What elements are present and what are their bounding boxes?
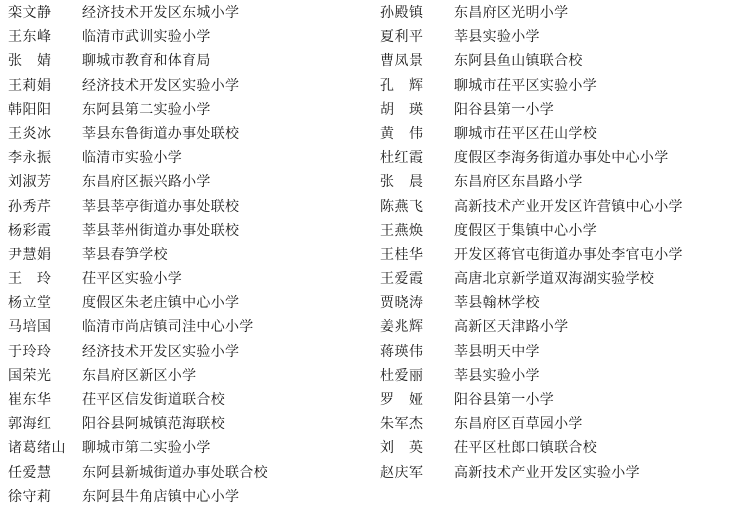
school-name: 东昌府区新区小学 <box>82 367 197 384</box>
person-name: 杜红霞 <box>380 150 424 167</box>
school-name: 莘县明天中学 <box>454 343 540 360</box>
school-name: 聊城市第二实验小学 <box>82 440 211 457</box>
list-item <box>380 219 683 243</box>
person-name: 崔东华 <box>8 392 52 408</box>
school-name: 聊城市茌平区实验小学 <box>454 77 597 94</box>
school-name: 东阿县第二实验小学 <box>82 101 211 118</box>
person-name: 郭海红 <box>8 416 52 433</box>
list-item <box>8 122 268 146</box>
school-name: 茌平区实验小学 <box>82 271 183 288</box>
school-name: 茌平区信发街道联合校 <box>82 392 225 408</box>
list-item <box>380 412 683 436</box>
school-name: 莘县莘亭街道办事处联校 <box>82 198 240 215</box>
list-item <box>380 25 683 49</box>
school-name: 经济技术开发区东城小学 <box>82 5 240 21</box>
person-name: 杨彩霞 <box>8 222 52 239</box>
school-name: 度假区于集镇中心小学 <box>454 222 597 239</box>
school-name: 莘县翰林学校 <box>454 295 540 312</box>
school-name: 莘县莘州街道办事处联校 <box>82 222 240 239</box>
person-name: 杨立堂 <box>8 295 52 312</box>
list-item <box>8 25 268 49</box>
list-item <box>380 98 683 122</box>
school-name: 经济技术开发区实验小学 <box>82 343 240 360</box>
list-item <box>8 267 268 291</box>
person-name: 马培国 <box>8 319 52 336</box>
list-item <box>380 146 683 170</box>
person-name: 王燕焕 <box>380 222 424 239</box>
list-item <box>8 74 268 98</box>
school-name: 阳谷县第一小学 <box>454 392 555 408</box>
school-name: 阳谷县第一小学 <box>454 101 555 118</box>
person-name: 任爱慧 <box>8 464 52 481</box>
list-item <box>380 291 683 315</box>
person-name: 王东峰 <box>8 29 52 46</box>
list-item <box>380 340 683 364</box>
school-name: 临清市武训实验小学 <box>82 29 211 46</box>
person-name: 王爱霞 <box>380 271 424 288</box>
list-item <box>8 195 268 219</box>
person-name: 孙殿镇 <box>380 5 424 21</box>
school-name: 东昌府区东昌路小学 <box>454 174 583 191</box>
school-name: 经济技术开发区实验小学 <box>82 77 240 94</box>
list-item <box>8 461 268 485</box>
list-item <box>8 170 268 194</box>
list-item <box>380 1 683 25</box>
person-name: 杜爱丽 <box>380 367 424 384</box>
list-item <box>380 170 683 194</box>
person-name: 韩阳阳 <box>8 101 52 118</box>
person-name: 姜兆辉 <box>380 319 424 336</box>
school-name: 莘县春笋学校 <box>82 246 168 263</box>
list-item <box>380 436 683 460</box>
person-name: 刘淑芳 <box>8 174 52 191</box>
person-name: 夏利平 <box>380 29 424 46</box>
school-name: 高新技术产业开发区许营镇中心小学 <box>454 198 683 215</box>
school-name: 高新技术产业开发区实验小学 <box>454 464 640 481</box>
person-name: 贾晓涛 <box>380 295 424 312</box>
person-name: 王莉娟 <box>8 77 52 94</box>
list-item <box>8 219 268 243</box>
person-name: 赵庆军 <box>380 464 424 481</box>
school-name: 莘县实验小学 <box>454 367 540 384</box>
list-item <box>380 49 683 73</box>
list-item <box>8 340 268 364</box>
list-item <box>8 49 268 73</box>
list-item <box>8 364 268 388</box>
list-item <box>8 412 268 436</box>
list-item <box>8 436 268 460</box>
school-name: 莘县东鲁街道办事处联校 <box>82 125 240 142</box>
school-name: 莘县实验小学 <box>454 29 540 46</box>
person-name: 李永振 <box>8 150 52 167</box>
list-item <box>8 146 268 170</box>
list-item <box>8 1 268 25</box>
list-item <box>380 461 683 485</box>
person-name: 栾文静 <box>8 5 52 21</box>
person-name: 陈燕飞 <box>380 198 424 215</box>
person-name: 孙秀芹 <box>8 198 52 215</box>
school-name: 阳谷县阿城镇范海联校 <box>82 416 225 433</box>
person-name: 尹慧娟 <box>8 246 52 263</box>
school-name: 聊城市茌平区茌山学校 <box>454 125 597 142</box>
list-item <box>8 243 268 267</box>
person-name: 胡 瑛 <box>380 101 424 118</box>
person-name: 王桂华 <box>380 246 424 263</box>
person-name: 诸葛绪山 <box>8 440 66 457</box>
list-item <box>380 195 683 219</box>
person-name: 朱军杰 <box>380 416 424 433</box>
left-column <box>8 1 268 509</box>
school-name: 东阿县新城街道办事处联合校 <box>82 464 268 481</box>
list-item <box>380 122 683 146</box>
person-name: 王 玲 <box>8 271 52 288</box>
school-name: 聊城市教育和体育局 <box>82 53 211 70</box>
list-item <box>8 98 268 122</box>
person-name: 黄 伟 <box>380 125 424 142</box>
school-name: 东昌府区百草园小学 <box>454 416 583 433</box>
person-name: 刘 英 <box>380 440 424 457</box>
person-name: 曹凤景 <box>380 53 424 70</box>
person-name: 徐守莉 <box>8 488 52 505</box>
school-name: 东昌府区光明小学 <box>454 5 569 21</box>
school-name: 高新区天津路小学 <box>454 319 569 336</box>
school-name: 东阿县牛角店镇中心小学 <box>82 488 240 505</box>
person-name: 于玲玲 <box>8 343 52 360</box>
school-name: 度假区李海务街道办事处中心小学 <box>454 150 669 167</box>
person-name: 罗 娅 <box>380 392 424 408</box>
list-item <box>8 291 268 315</box>
school-name: 开发区蒋官屯街道办事处李官屯小学 <box>454 246 683 263</box>
person-name: 国荣光 <box>8 367 52 384</box>
person-name: 张 晨 <box>380 174 424 191</box>
list-item <box>8 485 268 509</box>
right-column <box>380 1 683 485</box>
school-name: 高唐北京新学道双海湖实验学校 <box>454 271 655 288</box>
person-name: 蒋瑛伟 <box>380 343 424 360</box>
school-name: 茌平区杜郎口镇联合校 <box>454 440 597 457</box>
list-item <box>380 267 683 291</box>
list-item <box>380 388 683 412</box>
list-item <box>380 243 683 267</box>
list-item <box>8 388 268 412</box>
list-item <box>380 364 683 388</box>
list-item <box>380 315 683 339</box>
school-name: 度假区朱老庄镇中心小学 <box>82 295 240 312</box>
school-name: 临清市实验小学 <box>82 150 183 167</box>
person-name: 王炎冰 <box>8 125 52 142</box>
list-item <box>8 315 268 339</box>
school-name: 东阿县鱼山镇联合校 <box>454 53 583 70</box>
school-name: 东昌府区振兴路小学 <box>82 174 211 191</box>
person-name: 孔 辉 <box>380 77 424 94</box>
list-item <box>380 74 683 98</box>
person-name: 张 婧 <box>8 53 52 70</box>
school-name: 临清市尚店镇司洼中心小学 <box>82 319 254 336</box>
